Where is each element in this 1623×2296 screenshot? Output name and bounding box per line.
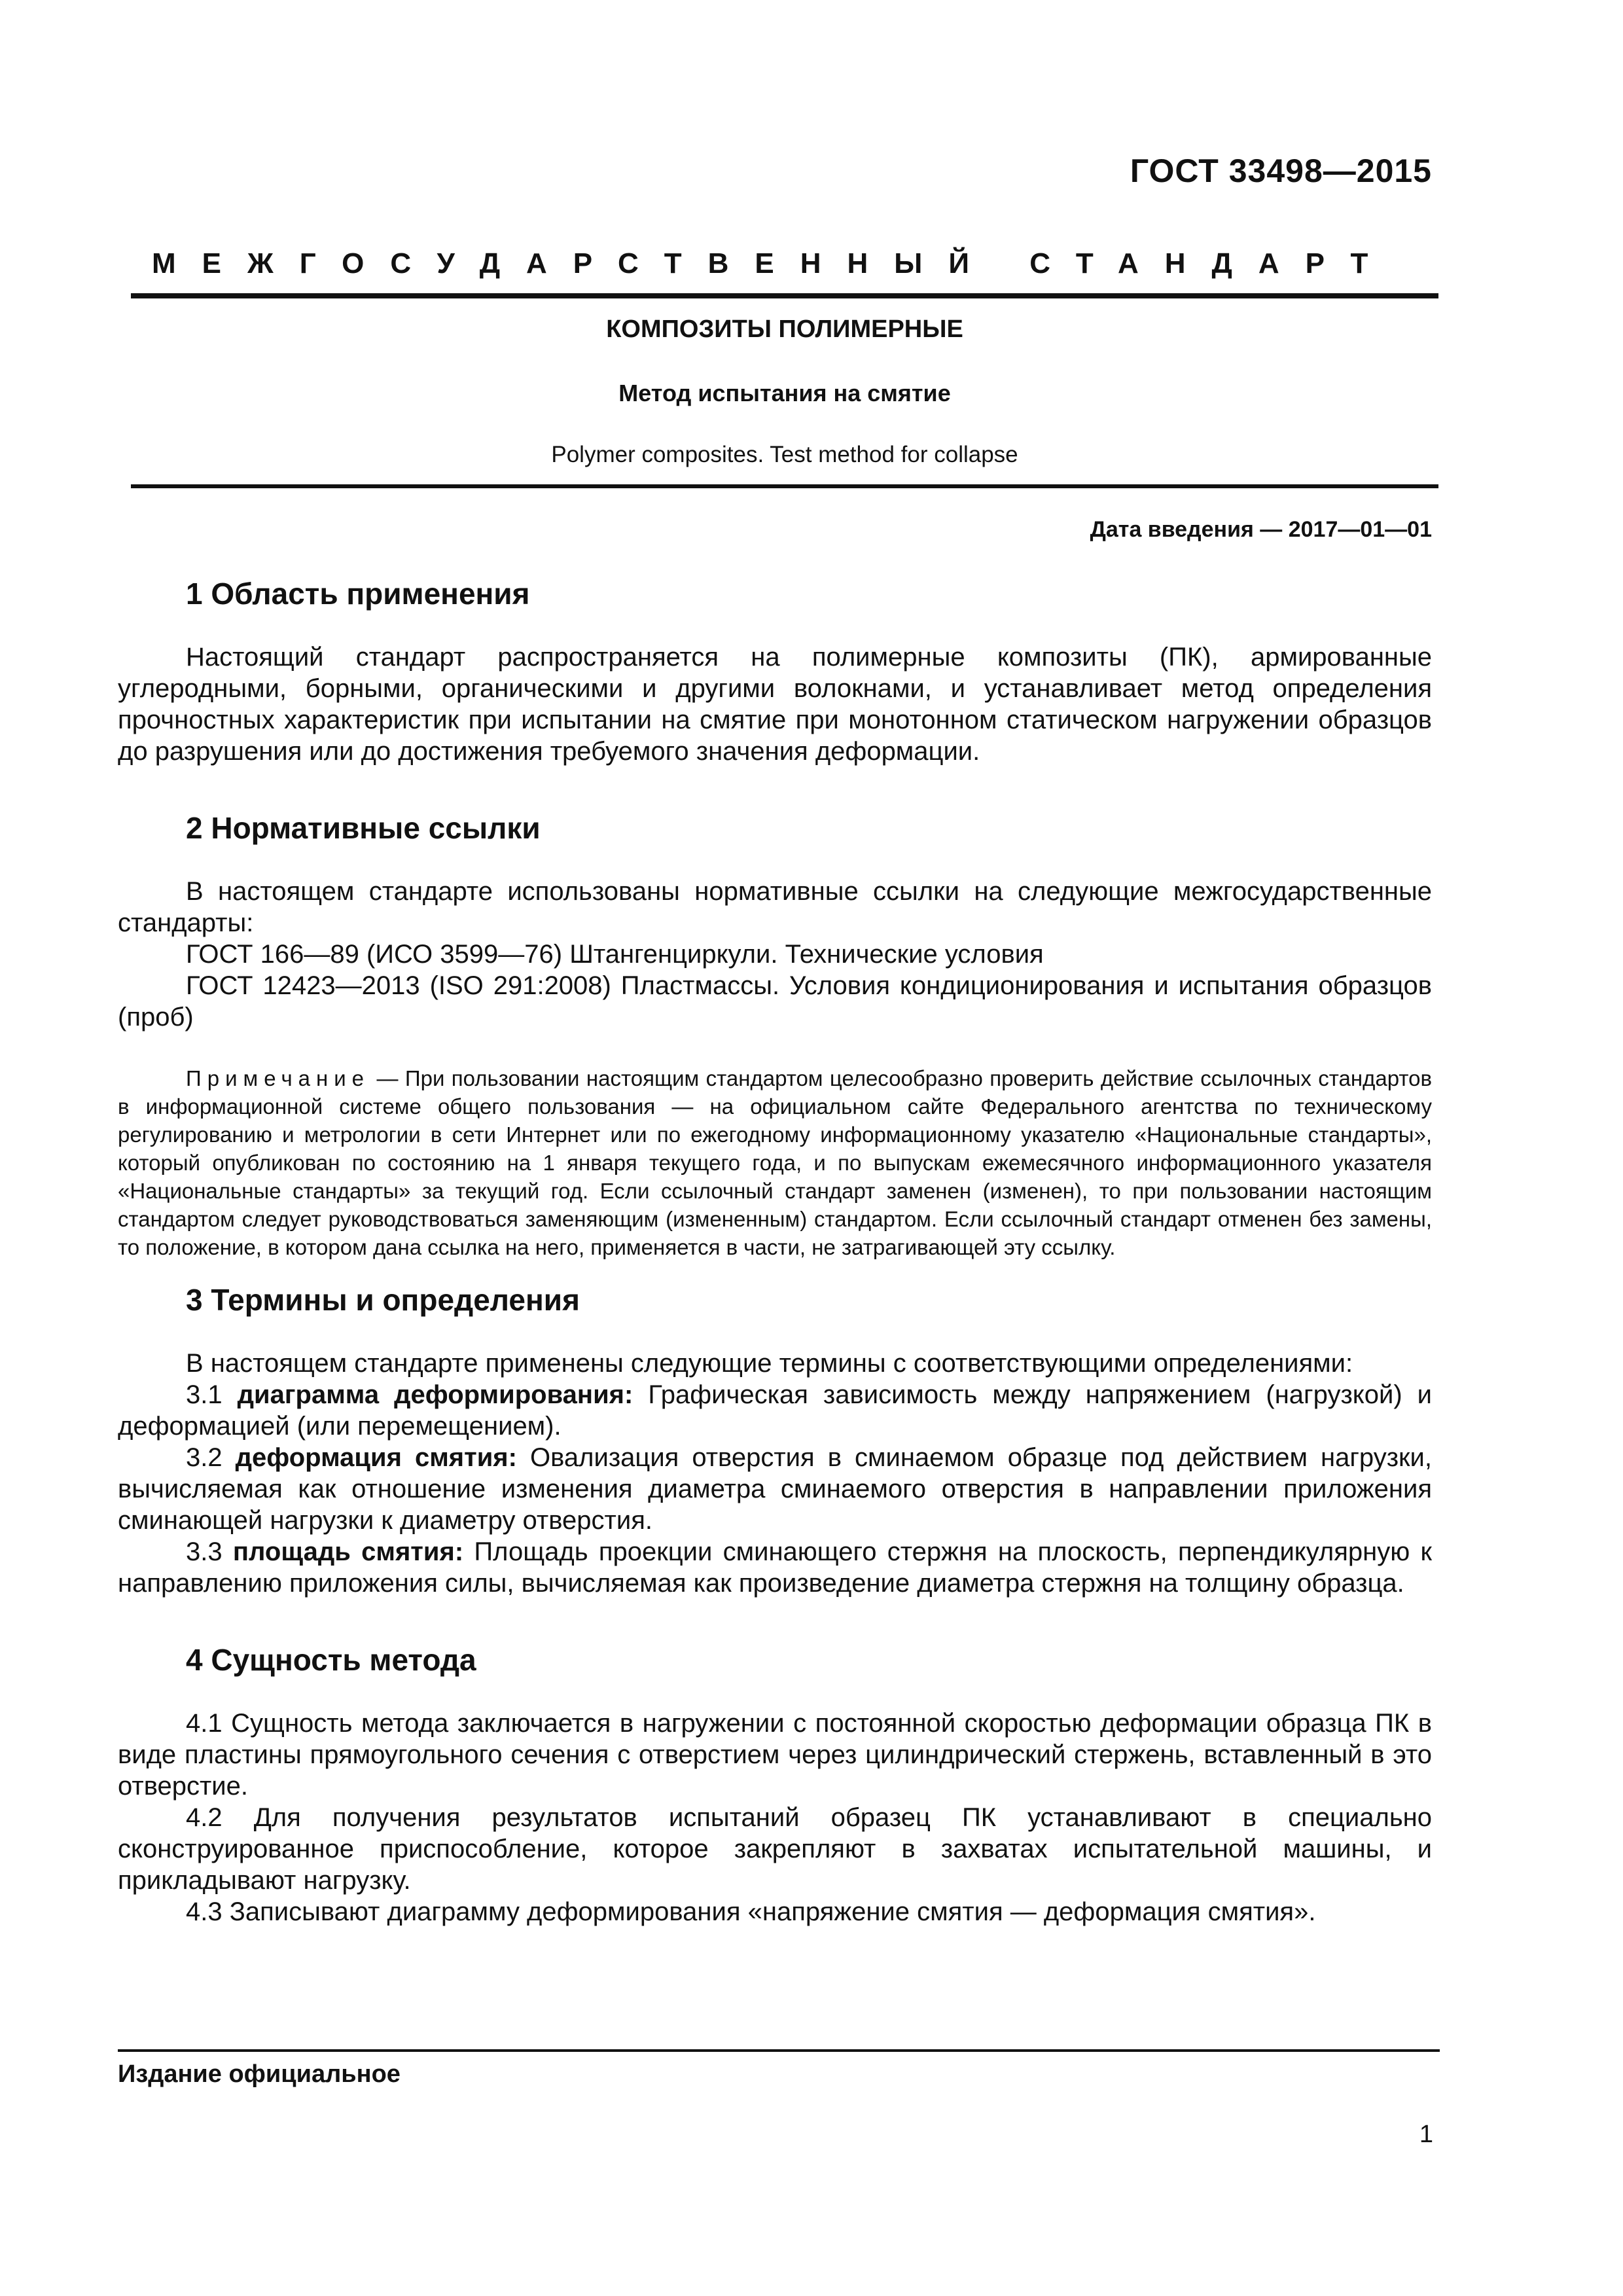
- section-4-heading: 4 Сущность метода: [186, 1643, 476, 1677]
- section-3-heading: 3 Термины и определения: [186, 1283, 580, 1317]
- section-2-paragraph: В настоящем стандарте использованы нормативные ссылки на следующие межгосударственные стандарты:: [118, 877, 1432, 937]
- term-number: 3.2: [186, 1443, 236, 1472]
- standard-type: МЕЖГОСУДАРСТВЕННЫЙ СТАНДАРТ: [152, 247, 1395, 279]
- section-1-paragraph: Настоящий стандарт распространяется на полимерные композиты (ПК), армированные углеродными, борными, органическими и другими волокнами, и устанавливает метод определения прочностных характеристик при испытании на смятие при монотонном статическом нагружении образцов до разрушения или до достижения требуемого значения деформации.: [118, 643, 1432, 766]
- term-text: Графическая зависимость между напряжением (нагрузкой) и деформацией (или перемещением).: [118, 1380, 1432, 1441]
- term-text: Овализация отверстия в сминаемом образце под действием нагрузки, вычисляемая как отношение изменения диаметра сминаемого отверстия в направлении приложения сминающей нагрузки к диаметру отверстия.: [118, 1443, 1433, 1535]
- term-number: 3.3: [186, 1537, 233, 1566]
- section-1-heading: 1 Область применения: [186, 577, 530, 611]
- term-name: диаграмма деформирования:: [237, 1380, 633, 1409]
- document-id: ГОСТ 33498—2015: [1130, 152, 1432, 189]
- section-4-paragraph: 4.3 Записывают диаграмму деформирования «напряжение смятия — деформация смятия».: [186, 1897, 1316, 1926]
- term-definition: [118, 1379, 1432, 1442]
- edition-label: Издание официальное: [118, 2060, 401, 2088]
- document-body: [118, 556, 1432, 1928]
- reference-item: ГОСТ 166—89 (ИСО 3599—76) Штангенциркули. Технические условия: [186, 940, 1044, 969]
- document-subtitle: Метод испытания на смятие: [618, 380, 951, 406]
- note-label: Примечание: [186, 1066, 370, 1090]
- term-name: площадь смятия:: [232, 1537, 464, 1566]
- term-text: Площадь проекции сминающего стержня на плоскость, перпендикулярную к направлению приложения силы, вычисляемая как произведение диаметра стержня на толщину образца.: [118, 1537, 1432, 1598]
- section-2-heading: 2 Нормативные ссылки: [186, 811, 541, 845]
- section-4-paragraph: 4.2 Для получения результатов испытаний образец ПК устанавливают в специально сконструированное приспособление, которое закрепляют в захватах испытательной машины, и прикладывают нагрузку.: [118, 1803, 1432, 1895]
- note-block: [118, 1064, 1432, 1261]
- term-number: 3.1: [186, 1380, 238, 1409]
- section-4-paragraph: 4.1 Сущность метода заключается в нагружении с постоянной скоростью деформации образца ПК в виде пластины прямоугольного сечения с отверстием через цилиндрический стержень, вставленный в это отверстие.: [118, 1709, 1432, 1801]
- page-number: 1: [1419, 2121, 1433, 2148]
- header-divider: [131, 293, 1438, 298]
- term-definition: [118, 1442, 1432, 1536]
- footer-divider: [118, 2049, 1440, 2052]
- document-title: КОМПОЗИТЫ ПОЛИМЕРНЫЕ: [606, 315, 963, 343]
- term-definition: [118, 1536, 1432, 1599]
- note-text: — При пользовании настоящим стандартом целесообразно проверить действие ссылочных стандартов в информационной системе общего пользования — на официальном сайте Федерального агентства по техническому регулированию и метрологии в сети Интернет или по ежегодному информационному указателю «Национальные стандарты», который опубликован по состоянию на 1 января текущего года, и по выпускам ежемесячного информационного указателя «Национальные стандарты» за текущий год. Если ссылочный стандарт заменен (изменен), то при пользовании настоящим стандартом следует руководствоваться заменяющим (измененным) стандартом. Если ссылочный стандарт отменен без замены, то положение, в котором дана ссылка на него, применяется в части, не затрагивающей эту ссылку.: [118, 1066, 1432, 1259]
- reference-item: ГОСТ 12423—2013 (ISO 291:2008) Пластмассы. Условия кондиционирования и испытания образцов (проб): [118, 971, 1432, 1031]
- title-divider: [131, 484, 1438, 488]
- introduction-date: Дата введения — 2017—01—01: [1090, 517, 1432, 542]
- term-name: деформация смятия:: [235, 1443, 517, 1472]
- section-3-paragraph: В настоящем стандарте применены следующие термины с соответствующими определениями:: [186, 1349, 1353, 1378]
- document-title-english: Polymer composites. Test method for collapse: [551, 442, 1018, 467]
